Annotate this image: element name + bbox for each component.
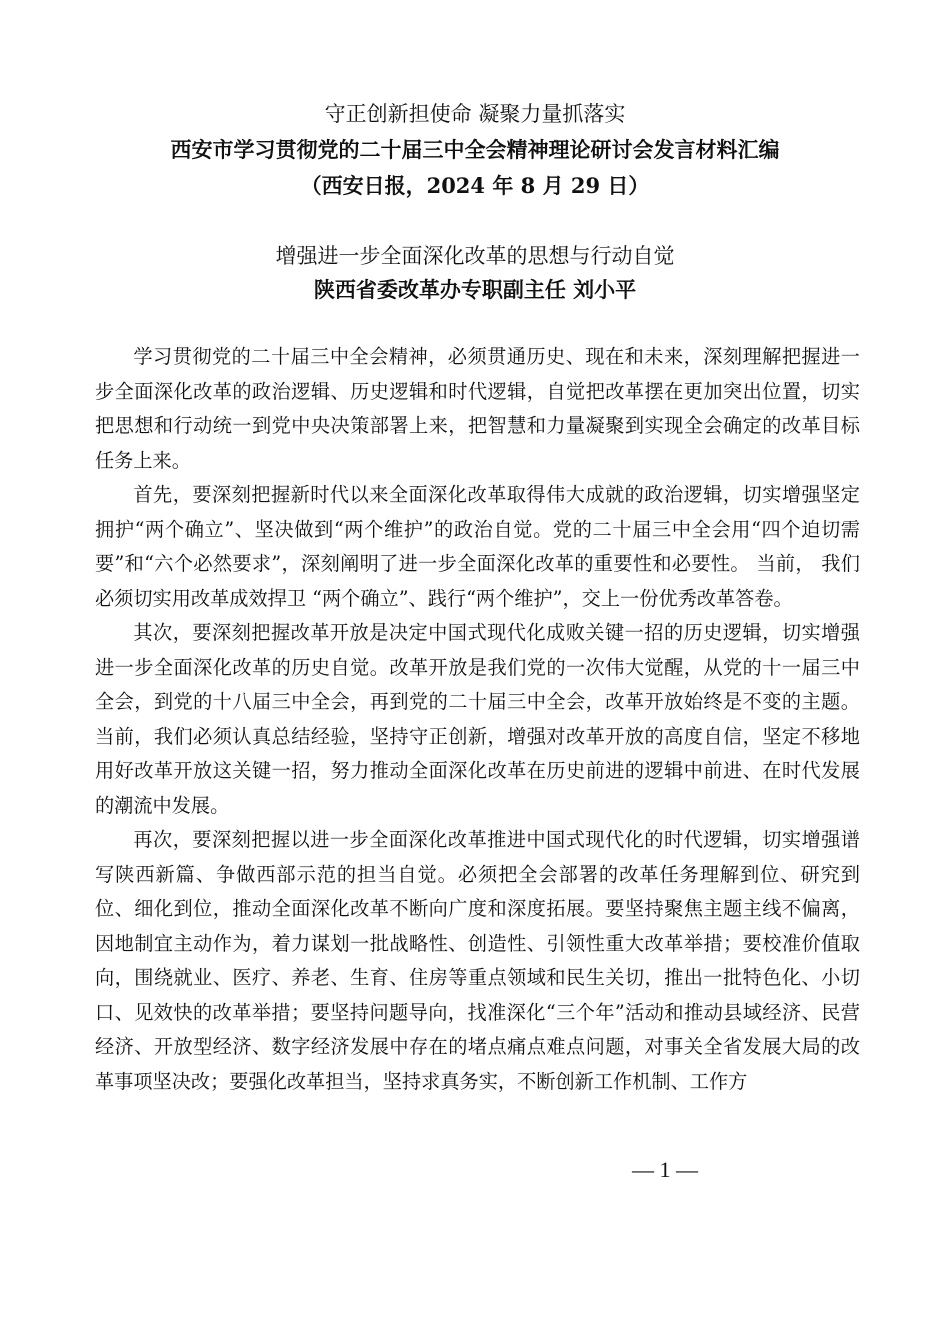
paragraph-2: 首先，要深刻把握新时代以来全面深化改革取得伟大成就的政治逻辑，切实增强坚定拥护“两个确立”、坚决做到“两个维护”的政治自觉。党的二十届三中全会用“四个迫切需要”和“六个必然要求”，深刻阐明了进一步全面深化改革的重要性和必要性。 当前， 我们必须切实用改革成效捍卫 “两个确立”、践行“两个维护”，交上一份优秀改革答卷。: [95, 483, 860, 610]
collection-subtitle: 西安市学习贯彻党的二十届三中全会精神理论研讨会发言材料汇编: [170, 137, 780, 162]
page-number: — 1 —: [632, 1157, 698, 1182]
source-note: （西安日报，2024 年 8 月 29 日）: [300, 173, 650, 198]
article-body: [95, 340, 860, 1099]
paragraph-1: 学习贯彻党的二十届三中全会精神，必须贯通历史、现在和未来，深刻理解把握进一步全面深化改革的政治逻辑、历史逻辑和时代逻辑，自觉把改革摆在更加突出位置，切实把思想和行动统一到党中央决策部署上来，把智慧和力量凝聚到实现全会确定的改革目标任务上来。: [95, 345, 860, 472]
article-title: 增强进一步全面深化改革的思想与行动自觉: [275, 244, 675, 268]
paragraph-4: 再次，要深刻把握以进一步全面深化改革推进中国式现代化的时代逻辑，切实增强谱写陕西新篇、争做西部示范的担当自觉。必须把全会部署的改革任务理解到位、研究到位、细化到位，推动全面深化改革不断向广度和深度拓展。要坚持聚焦主题主线不偏离，因地制宜主动作为，着力谋划一批战略性、创造性、引领性重大改革举措；要校准价值取向，围绕就业、医疗、养老、生育、住房等重点领域和民生关切，推出一批特色化、小切口、见效快的改革举措；要坚持问题导向，找准深化“三个年”活动和推动县域经济、民营经济、开放型经济、数字经济发展中存在的堵点痛点难点问题，对事关全省发展大局的改革事项坚决改；要强化改革担当，坚持求真务实，不断创新工作机制、工作方: [95, 828, 860, 1093]
article-byline: 陕西省委改革办专职副主任 刘小平: [313, 277, 637, 302]
paragraph-3: 其次，要深刻把握改革开放是决定中国式现代化成败关键一招的历史逻辑，切实增强进一步全面深化改革的历史自觉。改革开放是我们党的一次伟大觉醒，从党的十一届三中全会，到党的十八届三中全会，再到党的二十届三中全会，改革开放始终是不变的主题。当前，我们必须认真总结经验，坚持守正创新，增强对改革开放的高度自信，坚定不移地用好改革开放这关键一招，努力推动全面深化改革在历史前进的逻辑中前进、在时代发展的潮流中发展。: [95, 621, 860, 817]
collection-title: 守正创新担使命 凝聚力量抓落实: [324, 102, 626, 126]
